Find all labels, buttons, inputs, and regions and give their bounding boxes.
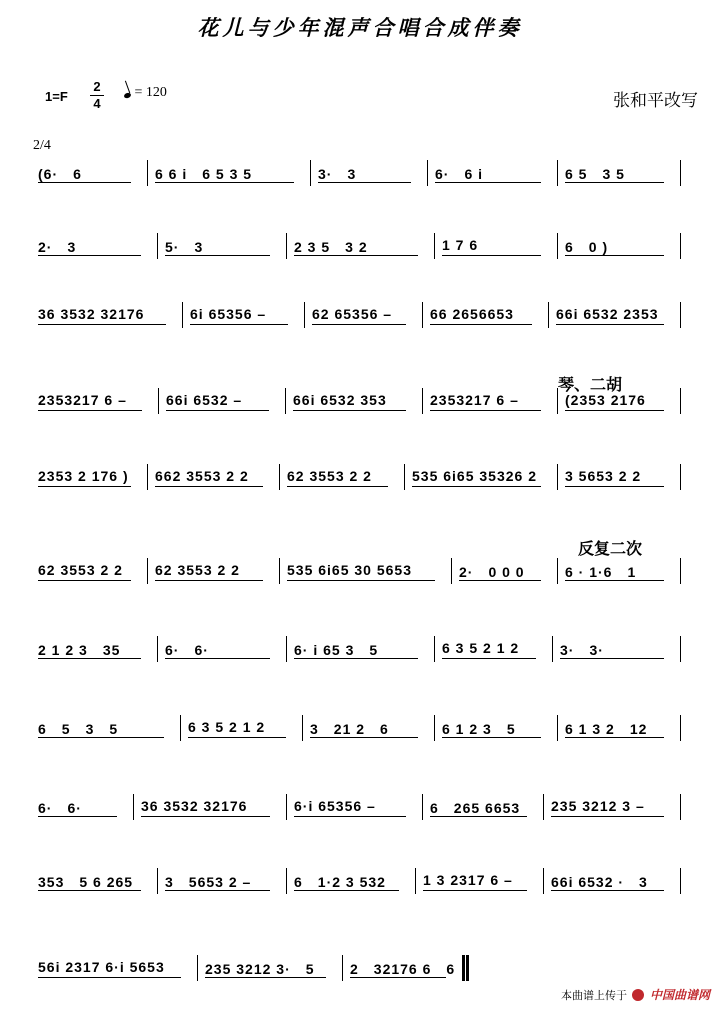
measure: 6· 6·: [165, 642, 209, 658]
measure: 36 3532 32176: [141, 798, 248, 814]
barline: [133, 794, 134, 820]
beam-line: [318, 182, 411, 183]
measure: 6 6 i 6 5 3 5: [155, 166, 253, 182]
measure: 6 · 1·6 1: [565, 564, 637, 580]
measure: 6 265 6653: [430, 800, 521, 816]
measure: 6 5 3 5: [38, 721, 119, 737]
beam-line: [38, 486, 131, 487]
beam-line: [423, 890, 527, 891]
barline: [157, 233, 158, 259]
barline: [680, 636, 681, 662]
measure: 1 3 2317 6 –: [423, 872, 513, 888]
arranger-credit: 张和平改写: [613, 91, 698, 111]
measure: 5· 3: [165, 239, 204, 255]
barline: [182, 302, 183, 328]
barline: [680, 160, 681, 186]
measure: 353 5 6 265: [38, 874, 134, 890]
barline: [680, 868, 681, 894]
barline: [147, 160, 148, 186]
upload-text: 本曲谱上传于: [560, 989, 627, 1002]
beam-line: [165, 255, 270, 256]
barline: [286, 233, 287, 259]
measure: 6· 6·: [38, 800, 82, 816]
measure: 66i 6532 353: [293, 392, 387, 408]
barline: [147, 558, 148, 584]
measure: 1 7 6: [442, 237, 479, 253]
barline: [434, 715, 435, 741]
beam-line: [430, 410, 541, 411]
beam-line: [38, 410, 142, 411]
instrument-annotation: 琴、二胡: [558, 375, 623, 394]
beam-line: [155, 580, 263, 581]
measure: 66 2656653: [430, 306, 514, 322]
barline: [422, 388, 423, 414]
barline: [310, 160, 311, 186]
barline: [404, 464, 405, 490]
beam-line: [165, 890, 270, 891]
barline: [680, 715, 681, 741]
beam-line: [141, 816, 270, 817]
barline: [543, 868, 544, 894]
tempo-marking: [124, 85, 167, 101]
barline: [543, 794, 544, 820]
measure: 6·i 65356 –: [294, 798, 376, 814]
beam-line: [350, 977, 446, 978]
barline: [286, 868, 287, 894]
barline: [427, 160, 428, 186]
beam-line: [205, 977, 326, 978]
barline: [158, 388, 159, 414]
score-title: 花儿与少年混声合唱合成伴奏: [197, 15, 523, 40]
beam-line: [38, 977, 181, 978]
beam-line: [430, 816, 527, 817]
beam-line: [38, 324, 166, 325]
barline: [302, 715, 303, 741]
beam-line: [430, 324, 532, 325]
barline: [557, 558, 558, 584]
beam-line: [294, 890, 399, 891]
measure: 3· 3: [318, 166, 357, 182]
measure: 6 5 3 5: [565, 166, 625, 182]
beam-line: [442, 658, 536, 659]
barline: [557, 160, 558, 186]
measure: 6 3 5 2 1 2: [188, 719, 266, 735]
beam-line: [294, 658, 418, 659]
measure: 6 1·2 3 532: [294, 874, 386, 890]
barline: [680, 794, 681, 820]
beam-line: [565, 410, 664, 411]
measure: 3 21 2 6: [310, 721, 389, 737]
time-signature: [90, 80, 104, 111]
beam-line: [38, 255, 141, 256]
beam-line: [190, 324, 288, 325]
site-watermark: [561, 986, 710, 1003]
measure: 535 6i65 30 5653: [287, 562, 412, 578]
beam-line: [551, 816, 664, 817]
final-barline: [462, 955, 465, 981]
beam-line: [565, 486, 664, 487]
measure: 235 3212 3· 5: [205, 961, 315, 977]
barline: [422, 302, 423, 328]
beam-line: [155, 486, 263, 487]
measure: 2 1 2 3 35: [38, 642, 121, 658]
measure: 2 3 5 3 2: [294, 239, 368, 255]
beam-line: [293, 410, 406, 411]
barline: [147, 464, 148, 490]
measure: 2· 3: [38, 239, 77, 255]
measure: 6 0 ): [565, 239, 609, 255]
score-row: [30, 158, 692, 188]
measure: (6· 6: [38, 166, 82, 182]
time-signature-top: 2: [93, 79, 101, 94]
time-mark: 2/4: [33, 138, 51, 153]
beam-line: [565, 580, 664, 581]
measure: 62 65356 –: [312, 306, 393, 322]
beam-line: [560, 658, 664, 659]
measure: 2 32176 6 6: [350, 961, 456, 977]
beam-line: [294, 255, 418, 256]
barline: [180, 715, 181, 741]
measure: 66i 6532 –: [166, 392, 243, 408]
barline: [157, 868, 158, 894]
barline: [451, 558, 452, 584]
key-signature: 1=F: [45, 89, 68, 104]
score-row: [30, 300, 692, 330]
barline: [279, 464, 280, 490]
barline: [285, 388, 286, 414]
beam-line: [38, 816, 117, 817]
barline: [557, 464, 558, 490]
beam-line: [551, 890, 664, 891]
barline: [279, 558, 280, 584]
measure: 36 3532 32176: [38, 306, 145, 322]
barline: [415, 868, 416, 894]
measure: 56i 2317 6·i 5653: [38, 959, 165, 975]
measure: 66i 6532 2353: [556, 306, 659, 322]
beam-line: [38, 890, 141, 891]
measure: 6· i 65 3 5: [294, 642, 379, 658]
quarter-note-icon: [123, 92, 131, 99]
measure: 62 3553 2 2: [155, 562, 240, 578]
measure: 6i 65356 –: [190, 306, 267, 322]
time-signature-bottom: 4: [93, 96, 101, 111]
barline: [680, 464, 681, 490]
measure: 535 6i65 35326 2: [412, 468, 537, 484]
barline: [680, 233, 681, 259]
barline: [680, 558, 681, 584]
beam-line: [459, 580, 541, 581]
beam-line: [442, 737, 541, 738]
beam-line: [435, 182, 541, 183]
measure: 6 3 5 2 1 2: [442, 640, 520, 656]
barline: [680, 388, 681, 414]
barline: [548, 302, 549, 328]
beam-line: [38, 182, 131, 183]
score-row: [30, 462, 692, 492]
measure: 6· 6 i: [435, 166, 484, 182]
barline: [197, 955, 198, 981]
beam-line: [565, 182, 664, 183]
measure: 2353217 6 –: [430, 392, 519, 408]
measure: 235 3212 3 –: [551, 798, 645, 814]
measure: 662 3553 2 2: [155, 468, 249, 484]
barline: [557, 233, 558, 259]
beam-line: [565, 255, 664, 256]
barline: [557, 715, 558, 741]
score-row: [30, 231, 692, 261]
measure: 66i 6532 · 3: [551, 874, 648, 890]
score-row: [30, 953, 692, 983]
beam-line: [310, 737, 418, 738]
beam-line: [294, 816, 406, 817]
measure: 3· 3·: [560, 642, 604, 658]
beam-line: [287, 486, 388, 487]
beam-line: [155, 182, 294, 183]
barline: [286, 636, 287, 662]
beam-line: [556, 324, 664, 325]
measure: 2353 2 176 ): [38, 468, 129, 484]
measure: 2353217 6 –: [38, 392, 127, 408]
beam-line: [442, 255, 541, 256]
measure: (2353 2176: [565, 392, 646, 408]
beam-line: [166, 410, 269, 411]
measure: 2· 0 0 0: [459, 564, 525, 580]
barline: [434, 636, 435, 662]
beam-line: [165, 658, 270, 659]
site-name: 中国曲谱网: [649, 988, 710, 1002]
barline: [286, 794, 287, 820]
barline: [434, 233, 435, 259]
score-row: [30, 556, 692, 586]
barline: [342, 955, 343, 981]
beam-line: [287, 580, 435, 581]
score-row: [30, 866, 692, 896]
measure: 6 1 2 3 5: [442, 721, 516, 737]
tempo-value: = 120: [134, 85, 167, 100]
score-row: [30, 634, 692, 664]
barline: [552, 636, 553, 662]
barline: [157, 636, 158, 662]
measure: 3 5653 2 2: [565, 468, 642, 484]
score-row: [30, 713, 692, 743]
measure: 6 1 3 2 12: [565, 721, 648, 737]
beam-line: [312, 324, 406, 325]
beam-line: [188, 737, 286, 738]
site-logo-icon: [632, 989, 644, 1001]
beam-line: [412, 486, 541, 487]
beam-line: [38, 737, 164, 738]
barline: [304, 302, 305, 328]
beam-line: [38, 658, 141, 659]
measure: 3 5653 2 –: [165, 874, 252, 890]
repeat-annotation: 反复二次: [578, 539, 643, 558]
barline: [422, 794, 423, 820]
beam-line: [565, 737, 664, 738]
measure: 62 3553 2 2: [287, 468, 372, 484]
score-row: [30, 792, 692, 822]
barline: [680, 302, 681, 328]
measure: 62 3553 2 2: [38, 562, 123, 578]
beam-line: [38, 580, 131, 581]
